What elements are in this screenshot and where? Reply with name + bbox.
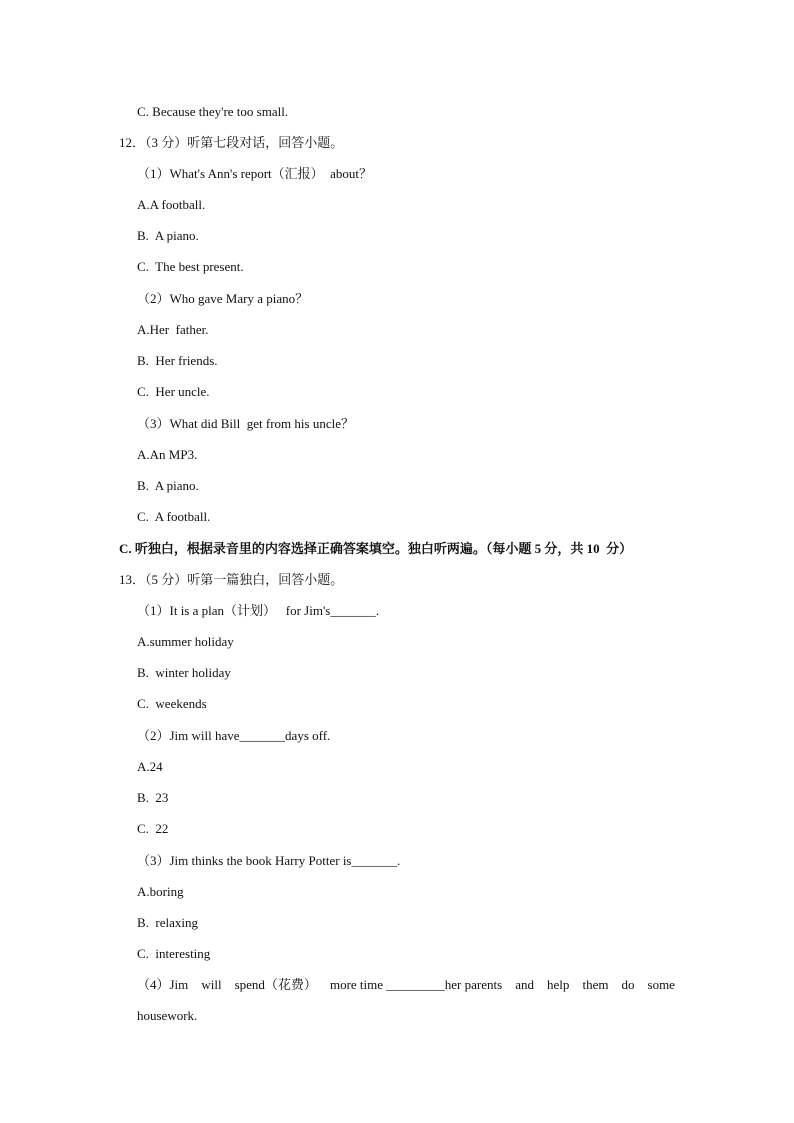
q13-sub4-continuation: housework.: [137, 1008, 198, 1023]
q12-sub1-option-a: A.A football.: [137, 197, 206, 212]
q13-sub4-word: do: [621, 977, 635, 992]
q13-sub4-word: spend（花费）: [234, 977, 317, 992]
q13-sub4-word: （4）Jim: [137, 977, 189, 992]
q13-sub3-prompt: （3）Jim thinks the book Harry Potter is_______.: [137, 853, 401, 868]
q13-sub2-option-b: B. 23: [137, 790, 169, 805]
q13-sub3-option-c: C. interesting: [137, 946, 211, 961]
q12-sub3-option-c: C. A football.: [137, 509, 211, 524]
q13-sub2-option-a: A.24: [137, 759, 163, 774]
q13-sub1-option-a: A.summer holiday: [137, 634, 234, 649]
q13-sub4-word: more time _________her parents: [329, 977, 503, 992]
q12-sub1-prompt: （1）What's Ann's report（汇报） about？: [137, 166, 373, 181]
q12-sub3-option-b: B. A piano.: [137, 478, 199, 493]
q12-sub2-option-a: A.Her father.: [137, 322, 209, 337]
q12-sub2-prompt: （2）Who gave Mary a piano？: [137, 291, 309, 306]
q11-option-c: C. Because they're too small.: [137, 104, 289, 119]
question-13-heading: 13．（5 分）听第一篇独白，回答小题。: [119, 572, 344, 587]
q13-sub4-word: will: [201, 977, 222, 992]
q13-sub3-option-a: A.boring: [137, 884, 184, 899]
q13-sub4-word: them: [582, 977, 609, 992]
q13-sub3-option-b: B. relaxing: [137, 915, 199, 930]
q13-sub4-word: some: [647, 977, 675, 992]
question-12-heading: 12．（3 分）听第七段对话，回答小题。: [119, 135, 344, 150]
q13-sub4-word: help: [547, 977, 570, 992]
q13-sub2-prompt: （2）Jim will have_______days off.: [137, 728, 331, 743]
q13-sub1-option-c: C. weekends: [137, 696, 207, 711]
q12-sub2-option-c: C. Her uncle.: [137, 384, 210, 399]
q13-sub1-option-b: B. winter holiday: [137, 665, 231, 680]
q13-sub1-prompt: （1）It is a plan（计划） for Jim's_______.: [137, 603, 380, 618]
q12-sub1-option-b: B. A piano.: [137, 228, 199, 243]
q12-sub2-option-b: B. Her friends.: [137, 353, 218, 368]
q13-sub4-prompt: [137, 977, 675, 993]
q12-sub1-option-c: C. The best present.: [137, 259, 244, 274]
q13-sub4-word: and: [515, 977, 534, 992]
q12-sub3-option-a: A.An MP3.: [137, 447, 198, 462]
q12-sub3-prompt: （3）What did Bill get from his uncle？: [137, 416, 354, 431]
q13-sub2-option-c: C. 22: [137, 821, 169, 836]
section-c-heading: C. 听独白，根据录音里的内容选择正确答案填空。独白听两遍。（每小题 5 分，共 10 分）: [119, 541, 633, 556]
